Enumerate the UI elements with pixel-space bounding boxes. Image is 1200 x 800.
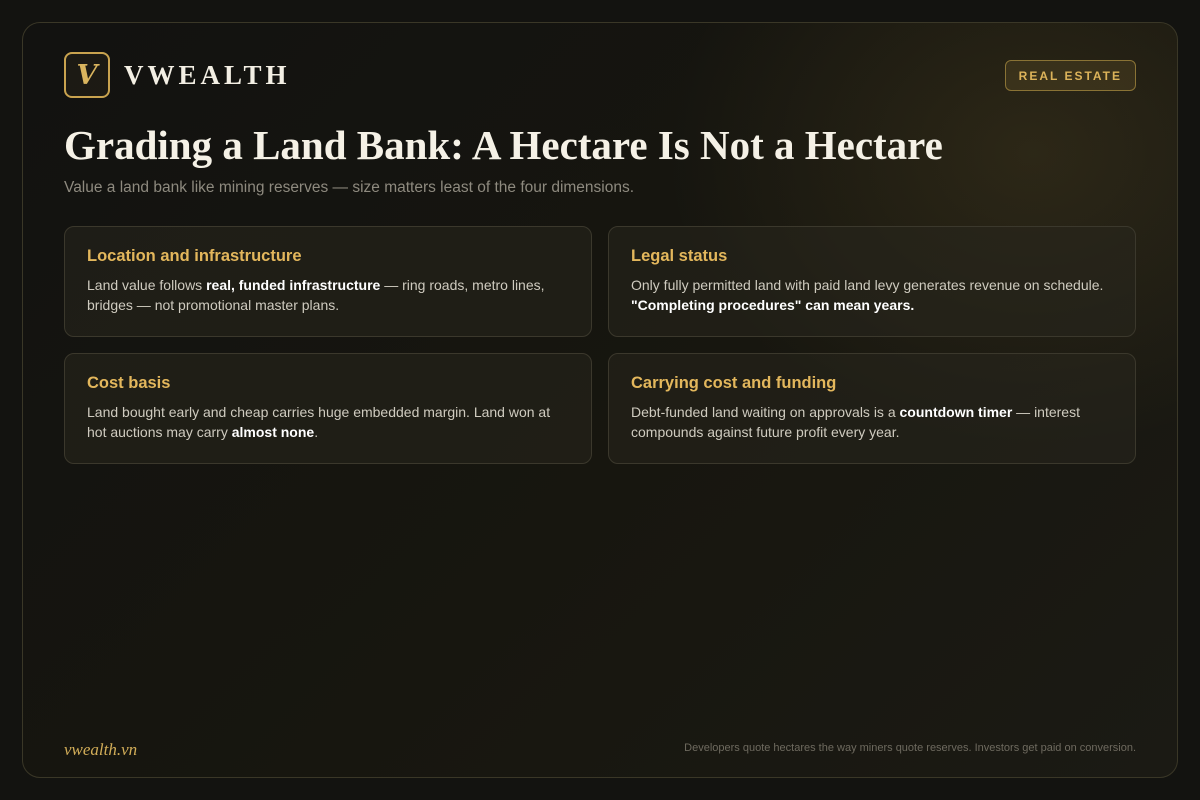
page-subtitle: Value a land bank like mining reserves — size matters least of the four dimensions.	[64, 179, 635, 196]
card-text: Land value follows	[87, 277, 207, 293]
card-emphasis: "Completing procedures" can mean years.	[631, 297, 915, 313]
card-text: — interest compounds against future profit every year.	[631, 404, 1080, 440]
card-title: Legal status	[631, 247, 728, 265]
card-location	[64, 226, 592, 337]
card-legal-status	[608, 226, 1136, 337]
footer-website: vwealth.vn	[64, 740, 138, 759]
page-title: Grading a Land Bank: A Hectare Is Not a Hectare	[64, 122, 943, 168]
card-text: .	[314, 424, 319, 440]
card-emphasis: countdown timer	[899, 404, 1013, 420]
card-body	[87, 275, 569, 315]
card-text: Debt-funded land waiting on approvals is a	[631, 404, 900, 420]
card-carrying-cost	[608, 353, 1136, 464]
footer-note: Developers quote hectares the way miners quote reserves. Investors get paid on conversion.	[684, 742, 1136, 754]
slide-frame	[22, 22, 1178, 778]
card-title: Location and infrastructure	[87, 247, 302, 265]
dimension-cards	[64, 226, 1136, 464]
category-badge: REAL ESTATE	[1005, 60, 1136, 91]
brand	[64, 52, 291, 98]
card-text: — ring roads, metro lines, bridges — not promotional master plans.	[87, 277, 545, 313]
card-body	[87, 402, 569, 442]
card-body	[631, 275, 1113, 315]
card-emphasis: almost none	[231, 424, 315, 440]
card-body	[631, 402, 1113, 442]
card-title: Cost basis	[87, 374, 171, 392]
logo-mark: V	[64, 52, 110, 98]
card-text: Only fully permitted land with paid land levy generates revenue on schedule.	[631, 277, 1104, 293]
card-title: Carrying cost and funding	[631, 374, 837, 392]
card-text: Land bought early and cheap carries huge embedded margin. Land won at hot auctions may carry	[87, 404, 551, 440]
brand-name: VWEALTH	[124, 59, 291, 90]
card-emphasis: real, funded infrastructure	[206, 277, 381, 293]
card-cost-basis	[64, 353, 592, 464]
